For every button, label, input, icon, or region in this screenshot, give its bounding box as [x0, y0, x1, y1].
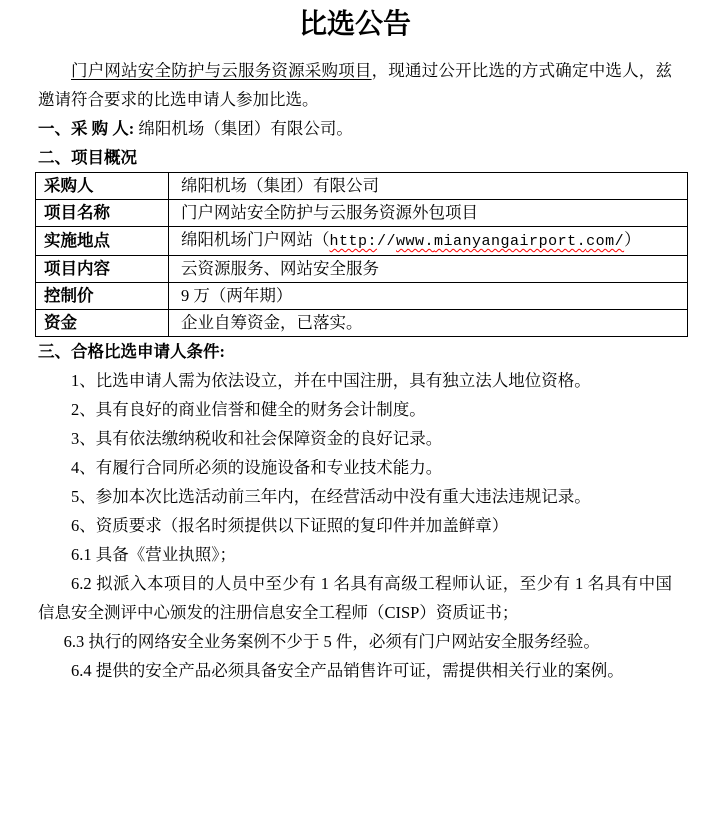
url-text — [330, 233, 625, 250]
row-value: 云资源服务、网站安全服务 — [169, 256, 688, 283]
url-segment-spellcheck: http: — [329, 233, 378, 250]
table-row-funds — [36, 310, 688, 337]
row-label: 项目名称 — [36, 200, 169, 227]
condition-item-6-3: 6.3 执行的网络安全业务案例不少于 5 件，必须有门户网站安全服务经验。 — [63, 632, 600, 651]
document-title: 比选公告 — [298, 9, 411, 40]
purchaser-line — [38, 114, 672, 143]
table-row-project-name — [36, 200, 688, 227]
project-name-underline: 门户网站安全防护与云服务资源采购项目 — [71, 61, 372, 80]
row-value — [169, 227, 688, 256]
url-segment-spellcheck: mianyangairport. — [434, 233, 587, 250]
table-row-content — [36, 256, 688, 283]
location-prefix: 绵阳机场门户网站（ — [181, 230, 330, 249]
overview-heading: 二、项目概况 — [38, 148, 137, 167]
table-row-location — [36, 227, 688, 256]
condition-item-6-1: 6.1 具备《营业执照》； — [71, 545, 236, 564]
conditions-heading: 三、合格比选申请人条件: — [38, 342, 225, 361]
table-row-purchaser — [36, 173, 688, 200]
purchaser-value: 绵阳机场（集团）有限公司。 — [138, 119, 353, 138]
condition-item-6-2: 6.2 拟派入本项目的人员中至少有 1 名具有高级工程师认证，至少有 1 名具有中国信息安全测评中心颁发的注册信息安全工程师（CISP）资质证书； — [38, 574, 672, 622]
intro-rest-text: ，现通过公开比选的方式确定中选人，兹邀请符合要求的比选申请人参加比选。 — [38, 61, 673, 109]
condition-item-5: 5、参加本次比选活动前三年内，在经营活动中没有重大违法违规记录。 — [71, 487, 591, 506]
row-value: 企业自筹资金，已落实。 — [169, 310, 688, 337]
condition-item-6-4: 6.4 提供的安全产品必须具备安全产品销售许可证，需提供相关行业的案例。 — [71, 661, 624, 680]
purchaser-label: 一、采 购 人: — [38, 119, 135, 138]
condition-item-4: 4、有履行合同所必须的设施设备和专业技术能力。 — [71, 458, 443, 477]
location-suffix: ） — [624, 230, 641, 249]
url-segment: // — [377, 233, 397, 250]
url-segment-spellcheck: www. — [396, 233, 435, 250]
row-label: 实施地点 — [36, 227, 169, 256]
row-value: 门户网站安全防护与云服务资源外包项目 — [169, 200, 688, 227]
table-row-control-price — [36, 283, 688, 310]
url-segment-spellcheck: com/ — [586, 233, 625, 250]
row-label: 资金 — [36, 310, 169, 337]
row-label: 采购人 — [36, 173, 169, 200]
intro-paragraph — [38, 56, 672, 114]
condition-item-6: 6、资质要求（报名时须提供以下证照的复印件并加盖鲜章） — [71, 516, 509, 535]
row-label: 项目内容 — [36, 256, 169, 283]
condition-item-2: 2、具有良好的商业信誉和健全的财务会计制度。 — [71, 400, 426, 419]
row-label: 控制价 — [36, 283, 169, 310]
condition-item-1: 1、比选申请人需为依法设立，并在中国注册，具有独立法人地位资格。 — [71, 371, 591, 390]
project-info-table — [35, 172, 688, 337]
condition-item-3: 3、具有依法缴纳税收和社会保障资金的良好记录。 — [71, 429, 443, 448]
row-value: 9 万（两年期） — [169, 283, 688, 310]
row-value: 绵阳机场（集团）有限公司 — [169, 173, 688, 200]
